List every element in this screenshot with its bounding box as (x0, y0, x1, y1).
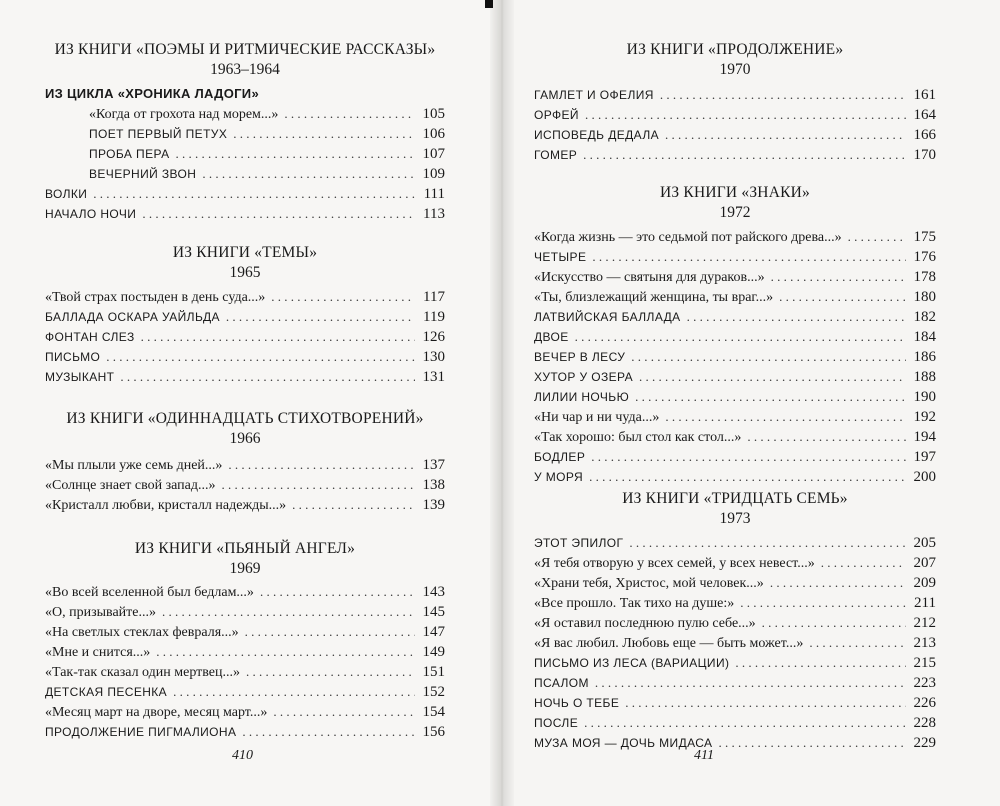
book-gutter (490, 0, 514, 806)
entry-title: «Солнце знает свой запад...» (45, 478, 216, 493)
leader-dots (245, 622, 415, 642)
leader-dots (635, 387, 906, 407)
toc-entry[interactable] (45, 184, 445, 204)
section-year: 1973 (719, 510, 751, 527)
leader-dots (592, 247, 906, 267)
entry-title: «Когда жизнь — это седьмой пот райского древа...» (534, 230, 842, 245)
entry-title: «Я тебя отворую у всех семей, у всех невест...» (534, 556, 815, 571)
leader-dots (222, 475, 415, 495)
entry-page: 178 (913, 269, 936, 285)
entry-title: ЛИЛИИ НОЧЬЮ (534, 390, 630, 404)
entry-title: «Месяц март на дворе, месяц март...» (45, 705, 268, 720)
section-title: ИЗ КНИГИ «ПРОДОЛЖЕНИЕ» (626, 41, 844, 58)
toc-section (45, 409, 445, 457)
toc-entry[interactable] (45, 307, 445, 327)
toc-entry[interactable] (534, 573, 936, 593)
entry-title: ДВОЕ (534, 330, 569, 344)
toc-entry[interactable] (534, 327, 936, 347)
leader-dots (625, 693, 906, 713)
entry-page: 147 (422, 624, 445, 640)
entry-page: 188 (913, 369, 936, 385)
entry-page: 137 (422, 457, 445, 473)
entry-title: БАЛЛАДА ОСКАРА УАЙЛЬДА (45, 310, 220, 324)
entry-page: 200 (913, 469, 936, 485)
toc-entry[interactable] (45, 144, 445, 164)
leader-dots (589, 467, 906, 487)
toc-entry[interactable] (534, 105, 936, 125)
toc-entry[interactable] (45, 124, 445, 144)
entry-title: «Когда от грохота над морем...» (89, 107, 279, 122)
toc-entry[interactable] (534, 85, 936, 105)
leader-dots (226, 307, 415, 327)
entry-title: «Я оставил последнюю пулю себе...» (534, 616, 756, 631)
entry-page: 184 (913, 329, 936, 345)
entry-title: «Ни чар и ни чуда...» (534, 410, 660, 425)
toc-entry[interactable] (534, 407, 936, 427)
entry-page: 226 (913, 695, 936, 711)
leader-dots (848, 227, 906, 247)
entry-title: «Так-так сказал один мертвец...» (45, 665, 241, 680)
entry-title: ВЕЧЕРНИЙ ЗВОН (89, 167, 197, 181)
entry-page: 138 (422, 477, 445, 493)
toc-section (45, 243, 445, 291)
toc-entry[interactable] (534, 693, 936, 713)
entry-title: ПРОДОЛЖЕНИЕ ПИГМАЛИОНА (45, 725, 237, 739)
toc-entry[interactable] (45, 104, 445, 124)
entry-title: ФОНТАН СЛЕЗ (45, 330, 135, 344)
toc-entry[interactable] (534, 287, 936, 307)
toc-entry[interactable] (534, 467, 936, 487)
entry-list (534, 85, 936, 165)
toc-entry[interactable] (45, 642, 445, 662)
entry-page: 156 (422, 724, 445, 740)
toc-entry[interactable] (534, 733, 936, 753)
toc-entry[interactable] (45, 164, 445, 184)
entry-list (45, 582, 445, 742)
cycle-title: ИЗ ЦИКЛА «ХРОНИКА ЛАДОГИ» (45, 86, 259, 101)
entry-page: 223 (913, 675, 936, 691)
leader-dots (585, 105, 906, 125)
toc-entry[interactable] (534, 653, 936, 673)
entry-page: 154 (422, 704, 445, 720)
page-number: 410 (232, 748, 253, 763)
leader-dots (284, 104, 415, 124)
section-title: ИЗ КНИГИ «ПЬЯНЫЙ АНГЕЛ» (134, 540, 356, 557)
toc-entry[interactable] (534, 267, 936, 287)
leader-dots (718, 733, 906, 753)
entry-title: НАЧАЛО НОЧИ (45, 207, 137, 221)
leader-dots (120, 367, 415, 387)
entry-page: 149 (422, 644, 445, 660)
entry-page: 170 (913, 147, 936, 163)
toc-entry[interactable] (534, 553, 936, 573)
toc-entry[interactable] (534, 613, 936, 633)
section-year: 1963–1964 (210, 61, 280, 78)
leader-dots (665, 125, 906, 145)
leader-dots (660, 85, 906, 105)
entry-title: «Искусство — святыня для дураков...» (534, 270, 765, 285)
entry-page: 229 (913, 735, 936, 751)
toc-entry[interactable] (45, 287, 445, 307)
entry-title: ГОМЕР (534, 148, 578, 162)
entry-page: 117 (423, 289, 445, 305)
toc-entry[interactable] (45, 682, 445, 702)
entry-list (45, 104, 445, 224)
entry-title: «На светлых стеклах февраля...» (45, 625, 239, 640)
section-title: ИЗ КНИГИ «ТРИДЦАТЬ СЕМЬ» (622, 490, 848, 507)
leader-dots (271, 287, 415, 307)
right-page (504, 0, 1000, 806)
toc-entry[interactable] (45, 347, 445, 367)
leader-dots (770, 573, 906, 593)
toc-entry[interactable] (45, 495, 445, 515)
leader-dots (665, 407, 906, 427)
entry-page: 209 (913, 575, 936, 591)
entry-title: ХУТОР У ОЗЕРА (534, 370, 634, 384)
entry-title: ГАМЛЕТ И ОФЕЛИЯ (534, 88, 654, 102)
entry-title: «Мне и снится...» (45, 645, 151, 660)
leader-dots (246, 662, 415, 682)
entry-page: 139 (422, 497, 445, 513)
entry-title: ЛАТВИЙСКАЯ БАЛЛАДА (534, 310, 681, 324)
toc-entry[interactable] (534, 347, 936, 367)
leader-dots (584, 713, 906, 733)
entry-title: «Во всей вселенной был бедлам...» (45, 585, 254, 600)
leader-dots (735, 653, 906, 673)
leader-dots (740, 593, 906, 613)
entry-title: ПОЕТ ПЕРВЫЙ ПЕТУХ (89, 127, 228, 141)
toc-section (534, 40, 936, 88)
leader-dots (173, 682, 415, 702)
section-title: ИЗ КНИГИ «ЗНАКИ» (660, 184, 810, 201)
entry-page: 143 (422, 584, 445, 600)
section-title: ИЗ КНИГИ «ПОЭМЫ И РИТМИЧЕСКИЕ РАССКАЗЫ» (54, 41, 436, 58)
leader-dots (162, 602, 415, 622)
section-year: 1970 (719, 61, 751, 78)
entry-page: 194 (913, 429, 936, 445)
entry-page: 106 (422, 126, 445, 142)
entry-page: 228 (913, 715, 936, 731)
leader-dots (292, 495, 415, 515)
toc-entry[interactable] (534, 145, 936, 165)
leader-dots (809, 633, 906, 653)
section-year: 1972 (719, 204, 751, 221)
entry-title: НОЧЬ О ТЕБЕ (534, 696, 620, 710)
toc-section (534, 489, 936, 537)
entry-page: 105 (422, 106, 445, 122)
leader-dots (142, 204, 415, 224)
toc-entry[interactable] (45, 702, 445, 722)
section-title: ИЗ КНИГИ «ТЕМЫ» (172, 244, 318, 261)
entry-title: «Мы плыли уже семь дней...» (45, 458, 223, 473)
toc-entry[interactable] (45, 204, 445, 224)
entry-title: «Кристалл любви, кристалл надежды...» (45, 498, 287, 513)
leader-dots (273, 702, 415, 722)
leader-dots (595, 673, 906, 693)
toc-entry[interactable] (45, 475, 445, 495)
entry-title: МУЗА МОЯ — ДОЧЬ МИДАСА (534, 736, 713, 750)
entry-page: 213 (913, 635, 936, 651)
entry-title: ПРОБА ПЕРА (89, 147, 170, 161)
entry-title: ДЕТСКАЯ ПЕСЕНКА (45, 685, 168, 699)
leader-dots (141, 327, 415, 347)
leader-dots (747, 427, 906, 447)
toc-entry[interactable] (534, 367, 936, 387)
toc-entry[interactable] (534, 307, 936, 327)
entry-title: ПИСЬМО ИЗ ЛЕСА (ВАРИАЦИИ) (534, 656, 730, 670)
entry-title: «Ты, близлежащий женщина, ты враг...» (534, 290, 774, 305)
leader-dots (583, 145, 906, 165)
toc-entry[interactable] (534, 447, 936, 467)
entry-page: 166 (913, 127, 936, 143)
entry-page: 131 (422, 369, 445, 385)
toc-entry[interactable] (534, 713, 936, 733)
leader-dots (771, 267, 906, 287)
leader-dots (779, 287, 906, 307)
entry-title: ОРФЕЙ (534, 108, 579, 122)
entry-page: 182 (913, 309, 936, 325)
toc-entry[interactable] (534, 673, 936, 693)
leader-dots (202, 164, 415, 184)
toc-section (45, 539, 445, 587)
entry-page: 107 (422, 146, 445, 162)
toc-section (45, 40, 445, 88)
entry-page: 109 (422, 166, 445, 182)
entry-page: 164 (913, 107, 936, 123)
leader-dots (228, 455, 415, 475)
entry-page: 197 (913, 449, 936, 465)
toc-entry[interactable] (534, 247, 936, 267)
entry-title: «Я вас любил. Любовь еще — быть может...» (534, 636, 804, 651)
entry-page: 111 (423, 186, 445, 202)
entry-page: 211 (914, 595, 936, 611)
toc-entry[interactable] (534, 125, 936, 145)
leader-dots (233, 124, 415, 144)
entry-title: «Так хорошо: был стол как стол...» (534, 430, 742, 445)
toc-entry[interactable] (534, 387, 936, 407)
leader-dots (242, 722, 415, 742)
entry-page: 161 (913, 87, 936, 103)
entry-title: ЧЕТЫРЕ (534, 250, 587, 264)
entry-title: ЭТОТ ЭПИЛОГ (534, 536, 624, 550)
leader-dots (591, 447, 906, 467)
leader-dots (687, 307, 906, 327)
entry-page: 152 (422, 684, 445, 700)
toc-entry[interactable] (45, 367, 445, 387)
entry-page: 176 (913, 249, 936, 265)
leader-dots (175, 144, 415, 164)
entry-list (45, 287, 445, 387)
entry-title: «Твой страх постыден в день суда...» (45, 290, 266, 305)
leader-dots (639, 367, 906, 387)
entry-page: 180 (913, 289, 936, 305)
leader-dots (575, 327, 906, 347)
entry-title: «О, призывайте...» (45, 605, 156, 620)
entry-page: 215 (913, 655, 936, 671)
toc-entry[interactable] (45, 722, 445, 742)
section-year: 1969 (229, 560, 261, 577)
entry-title: ПИСЬМО (45, 350, 101, 364)
leader-dots (260, 582, 415, 602)
entry-page: 113 (423, 206, 445, 222)
entry-page: 145 (422, 604, 445, 620)
toc-entry[interactable] (45, 455, 445, 475)
entry-page: 212 (913, 615, 936, 631)
leader-dots (762, 613, 906, 633)
page-number: 411 (694, 748, 714, 763)
section-year: 1965 (229, 264, 261, 281)
toc-entry[interactable] (45, 327, 445, 347)
entry-title: ИСПОВЕДЬ ДЕДАЛА (534, 128, 659, 142)
entry-title: «Все прошло. Так тихо на душе:» (534, 596, 735, 611)
toc-entry[interactable] (45, 582, 445, 602)
entry-list (45, 455, 445, 515)
toc-section (534, 183, 936, 231)
toc-entry[interactable] (534, 427, 936, 447)
entry-title: БОДЛЕР (534, 450, 586, 464)
entry-title: МУЗЫКАНТ (45, 370, 115, 384)
entry-title: ВОЛКИ (45, 187, 88, 201)
entry-page: 119 (423, 309, 445, 325)
toc-entry[interactable] (45, 662, 445, 682)
entry-page: 130 (422, 349, 445, 365)
leader-dots (629, 533, 906, 553)
section-year: 1966 (229, 430, 261, 447)
left-page (0, 0, 496, 806)
toc-entry[interactable] (534, 227, 936, 247)
entry-page: 175 (913, 229, 936, 245)
entry-title: У МОРЯ (534, 470, 584, 484)
leader-dots (93, 184, 415, 204)
entry-page: 207 (913, 555, 936, 571)
entry-title: «Храни тебя, Христос, мой человек...» (534, 576, 764, 591)
entry-page: 205 (913, 535, 936, 551)
toc-entry[interactable] (45, 602, 445, 622)
leader-dots (821, 553, 906, 573)
entry-title: ПСАЛОМ (534, 676, 589, 690)
leader-dots (156, 642, 415, 662)
entry-page: 126 (422, 329, 445, 345)
entry-title: ПОСЛЕ (534, 716, 579, 730)
entry-list (534, 533, 936, 753)
entry-page: 186 (913, 349, 936, 365)
page-edge-mark (485, 0, 493, 8)
entry-page: 192 (913, 409, 936, 425)
toc-entry[interactable] (45, 622, 445, 642)
entry-page: 151 (422, 664, 445, 680)
entry-title: ВЕЧЕР В ЛЕСУ (534, 350, 626, 364)
entry-page: 190 (913, 389, 936, 405)
toc-entry[interactable] (534, 533, 936, 553)
leader-dots (106, 347, 415, 367)
toc-entry[interactable] (534, 633, 936, 653)
entry-list (534, 227, 936, 487)
toc-entry[interactable] (534, 593, 936, 613)
leader-dots (631, 347, 906, 367)
section-title: ИЗ КНИГИ «ОДИННАДЦАТЬ СТИХОТВОРЕНИЙ» (66, 410, 424, 427)
